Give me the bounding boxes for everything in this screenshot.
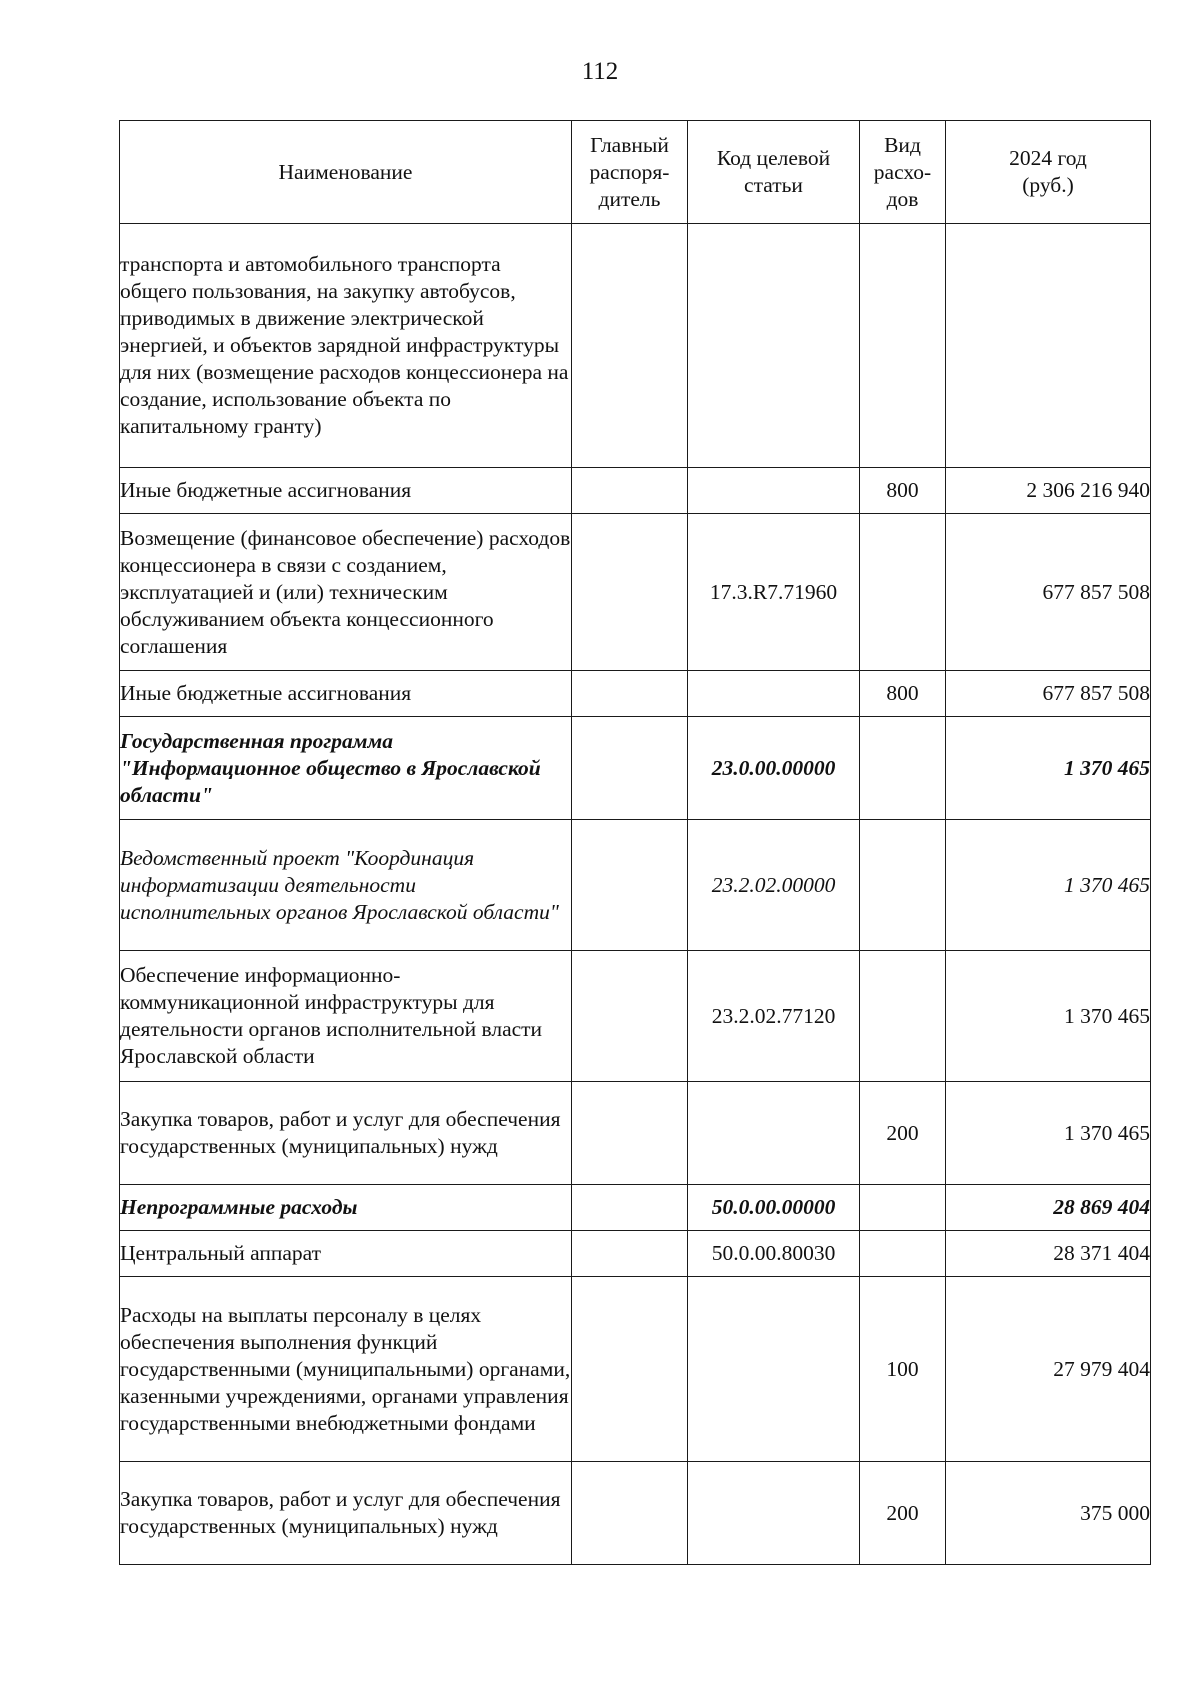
row-amount: 1 370 465 xyxy=(946,717,1151,820)
table-row xyxy=(120,1082,1151,1185)
row-type xyxy=(860,820,946,951)
row-code xyxy=(688,1277,860,1462)
row-chief xyxy=(572,820,688,951)
row-name: Обеспечение информационно-коммуникационной инфраструктуры для деятельности органов исполнительной власти Ярославской области xyxy=(120,951,572,1082)
table-header-row xyxy=(120,121,1151,224)
header-amount xyxy=(946,121,1151,224)
row-chief xyxy=(572,1185,688,1231)
table-row xyxy=(120,1277,1151,1462)
row-code xyxy=(688,1462,860,1565)
row-type xyxy=(860,717,946,820)
row-name: Закупка товаров, работ и услуг для обеспечения государственных (муниципальных) нужд xyxy=(120,1462,572,1565)
row-name: Непрограммные расходы xyxy=(120,1185,572,1231)
row-name: транспорта и автомобильного транспорта общего пользования, на закупку автобусов, приводимых в движение электрической энергией, и объектов зарядной инфраструктуры для них (возмещение расходов концессионера на создание, использование объекта по капитальному гранту) xyxy=(120,224,572,468)
row-name: Ведомственный проект "Координация информатизации деятельности исполнительных органов Ярославской области" xyxy=(120,820,572,951)
header-name: Наименование xyxy=(120,121,572,224)
row-code xyxy=(688,671,860,717)
row-type: 800 xyxy=(860,671,946,717)
row-chief xyxy=(572,951,688,1082)
row-type: 800 xyxy=(860,468,946,514)
row-chief xyxy=(572,1231,688,1277)
row-amount: 677 857 508 xyxy=(946,671,1151,717)
header-type-text: Вид расхо-дов xyxy=(873,132,932,211)
row-amount: 27 979 404 xyxy=(946,1277,1151,1462)
row-code: 50.0.00.00000 xyxy=(688,1185,860,1231)
row-amount xyxy=(946,224,1151,468)
row-code xyxy=(688,224,860,468)
row-amount: 1 370 465 xyxy=(946,951,1151,1082)
table-row xyxy=(120,951,1151,1082)
row-code: 17.3.R7.71960 xyxy=(688,514,860,671)
header-chief-text: Главный распоря-дитель xyxy=(589,132,670,211)
row-chief xyxy=(572,468,688,514)
header-type xyxy=(860,121,946,224)
header-amount-text: 2024 год (руб.) xyxy=(1009,146,1087,197)
header-code xyxy=(688,121,860,224)
row-chief xyxy=(572,224,688,468)
row-chief xyxy=(572,1462,688,1565)
row-code: 23.2.02.00000 xyxy=(688,820,860,951)
table-row-project xyxy=(120,820,1151,951)
row-code xyxy=(688,468,860,514)
row-amount: 677 857 508 xyxy=(946,514,1151,671)
row-chief xyxy=(572,671,688,717)
row-type: 100 xyxy=(860,1277,946,1462)
row-name: Государственная программа "Информационное общество в Ярославской области" xyxy=(120,717,572,820)
row-amount: 28 371 404 xyxy=(946,1231,1151,1277)
row-amount: 2 306 216 940 xyxy=(946,468,1151,514)
table-row xyxy=(120,1231,1151,1277)
table-row xyxy=(120,1462,1151,1565)
row-name: Расходы на выплаты персоналу в целях обеспечения выполнения функций государственными (муниципальными) органами, казенными учреждениями, органами управления государственными внебюджетными фондами xyxy=(120,1277,572,1462)
header-chief xyxy=(572,121,688,224)
row-amount: 375 000 xyxy=(946,1462,1151,1565)
row-amount: 1 370 465 xyxy=(946,820,1151,951)
row-amount: 1 370 465 xyxy=(946,1082,1151,1185)
row-type xyxy=(860,951,946,1082)
row-chief xyxy=(572,1082,688,1185)
row-type: 200 xyxy=(860,1082,946,1185)
page-number: 112 xyxy=(581,58,619,85)
row-name: Центральный аппарат xyxy=(120,1231,572,1277)
row-code: 23.0.00.00000 xyxy=(688,717,860,820)
row-code: 23.2.02.77120 xyxy=(688,951,860,1082)
row-chief xyxy=(572,1277,688,1462)
table-row xyxy=(120,468,1151,514)
row-code: 50.0.00.80030 xyxy=(688,1231,860,1277)
row-amount: 28 869 404 xyxy=(946,1185,1151,1231)
row-name: Возмещение (финансовое обеспечение) расходов концессионера в связи с созданием, эксплуатацией и (или) техническим обслуживанием объекта концессионного соглашения xyxy=(120,514,572,671)
table-row-nonprogram xyxy=(120,1185,1151,1231)
table-row xyxy=(120,671,1151,717)
row-chief xyxy=(572,717,688,820)
row-type xyxy=(860,224,946,468)
budget-table xyxy=(119,120,1151,1565)
row-chief xyxy=(572,514,688,671)
row-name: Иные бюджетные ассигнования xyxy=(120,468,572,514)
table-row-program xyxy=(120,717,1151,820)
row-type: 200 xyxy=(860,1462,946,1565)
row-code xyxy=(688,1082,860,1185)
row-name: Иные бюджетные ассигнования xyxy=(120,671,572,717)
row-type xyxy=(860,1231,946,1277)
row-type xyxy=(860,514,946,671)
table-row xyxy=(120,514,1151,671)
header-code-text: Код целевой статьи xyxy=(716,146,831,197)
row-name: Закупка товаров, работ и услуг для обеспечения государственных (муниципальных) нужд xyxy=(120,1082,572,1185)
row-type xyxy=(860,1185,946,1231)
table-row xyxy=(120,224,1151,468)
